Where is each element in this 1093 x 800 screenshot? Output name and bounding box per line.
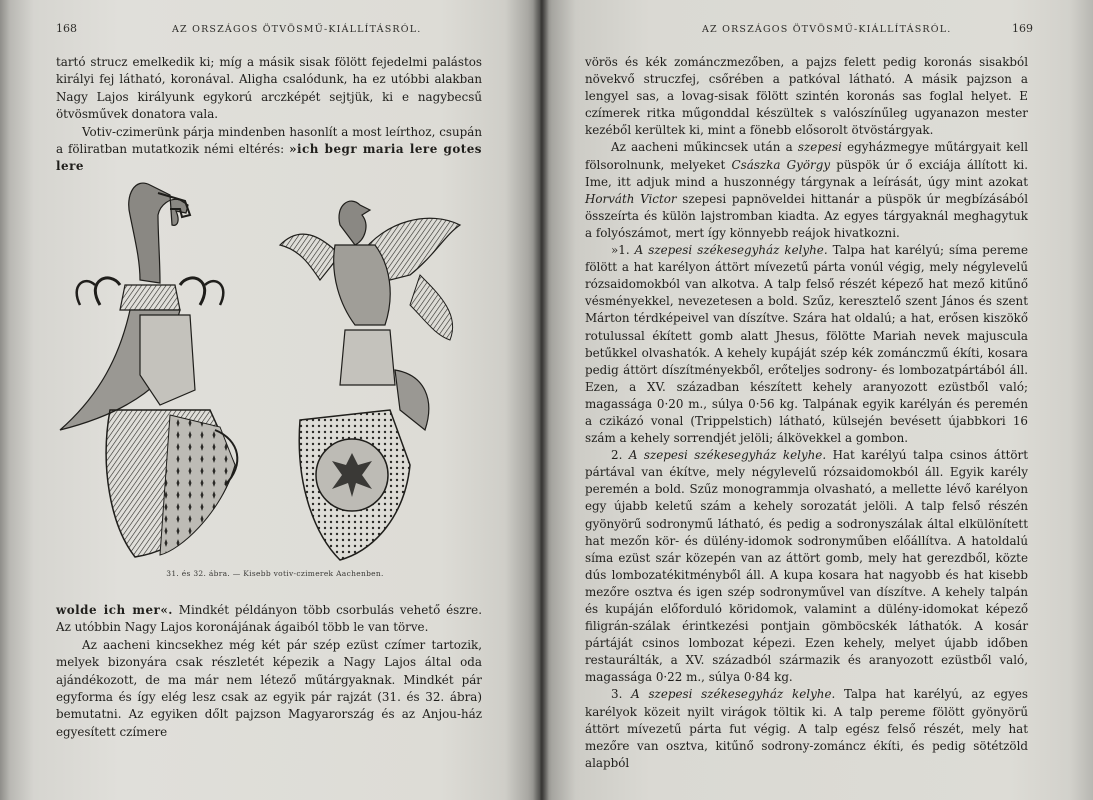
running-head-left: AZ ORSZÁGOS ÖTVÖSMŰ-KIÁLLÍTÁSRÓL. bbox=[172, 24, 422, 35]
coats-of-arms-illustration bbox=[40, 165, 510, 565]
figure-caption: 31. és 32. ábra. — Kisebb votiv-czimerek Aachenben. bbox=[166, 569, 384, 578]
paragraph-votiv: Votiv-czimerünk párja mindenben hasonlít a most leírthoz, csupán a föliratban mutatkozik némi eltérés: »ich begr maria lere gotes lere bbox=[56, 124, 482, 174]
book-gutter bbox=[533, 0, 549, 800]
left-text-top bbox=[56, 54, 482, 176]
page-number-right: 169 bbox=[1012, 22, 1033, 35]
left-page bbox=[0, 0, 540, 800]
right-page bbox=[540, 0, 1093, 800]
paragraph-after-figure: wolde ich mer«. Mindkét példányon több csorbulás vehető észre. Az utóbbin Nagy Lajos koronájának ágaiból több le van törve. bbox=[56, 603, 482, 635]
catalog-item-2: 2. A szepesi székesegyház kelyhe. Hat karélyú talpa csinos áttört pártával van ékítve, mely négylevelű rózsaidomokból áll. Egyik karély peremén a bold. Szűz monogrammja olvasható, a mellette lévő karélyon egy újabb keletű szám a kehely sorozatát jelöli. A talp felső részén gyönyörű sodronymű látható, és pedig a sodronyszálak által elkülönített hat mezőn kör- és dülény-idomok sodronyműben előállítva. A hatoldalú síma ezüst szár közepén van az áttört gomb, mely hat gerezdből, közte dús lombozatékitményből áll. A kupa kosara hat nagyobb és hat kisebb mezőre osztva és igen szép sodronyművel van díszítve. A kehely talpán és kupáján előforduló köridomok, valamint a dülény-idomokat képező filigrán-szálak érintkezési pontjain gömböcskék láthatók. A kosár pártáját csinos lombozat képezi. Ezen kehely, melyet újabb időben restaurálták, a XV. századból származik és aranyozott ezüstből való, magassága 0·22 m., súlya 0·84 kg. bbox=[585, 448, 1029, 685]
blackletter-inscription-end: wolde ich mer«. bbox=[56, 603, 173, 617]
catalog-item-3: 3. A szepesi székesegyház kelyhe. Talpa hat karélyú, az egyes karélyok közeit nyilt virágok töltik ki. A talp pereme fölött gyönyörű áttört mívezetű párta fut végig. A talp egész felső részét, mely hat mezőre van osztva, kitűnő sodrony-zománcz ékíti, és pedig sötétzöld alapból bbox=[585, 687, 1029, 770]
catalog-item-1: »1. A szepesi székesegyház kelyhe. Talpa hat karélyú; síma pereme fölött a hat karélyon áttört mívezetű párta vonúl végig, mely négylevelű rózsaidomokból van alkotva. A talp felső részét képező hat mező kitűnő vésményekkel, nevezetesen a bold. Szűz, keresztelő szent János és szent Márton térdképeivel van díszítve. Szára hat oldalú; a hat, erősen kiszökő rotulussal ékített gomb alatt Jhesus, fölötte Mariah nevek majuscula betűkkel olvashatók. A kehely kupáját szép kék zománczmű ékíti, kosara pedig áttört díszítményekből, erőteljes sodrony- és lombozatpártából áll. Ezen, a XV. században készített kehely aranyozott ezüstből való; magassága 0·20 m., súlya 0·56 kg. Talpának egyik karélyán és peremén a czikázó vonal (Trippelstich) látható, külsején bevésett újabbkori 16 szám a kehely sorrendjét jelöli; álkövekkel a gombon. bbox=[585, 243, 1028, 446]
running-head-right: AZ ORSZÁGOS ÖTVÖSMŰ-KIÁLLÍTÁSRÓL. bbox=[702, 24, 952, 35]
left-arms-drawing bbox=[60, 183, 237, 557]
right-text bbox=[585, 54, 1028, 772]
blackletter-inscription: »ich begr maria lere gotes lere bbox=[56, 142, 482, 174]
paragraph-arms-description: vörös és kék zománczmezőben, a pajzs felett pedig koronás sisakból növekvő struczfej, csőrében a patkóval látható. A másik pajzson a lengyel sas, a lovag-sisak fölött szintén koronás sas foglal helyet. E czímerek ritka műgonddal készültek s valószínűleg ugyanazon mester kezéből kerültek ki, mint a fönebb elősorolt ötvöstárgyak. bbox=[585, 55, 1028, 138]
right-arms-drawing bbox=[280, 201, 460, 560]
figure-coats-of-arms bbox=[40, 165, 510, 585]
page-number-left: 168 bbox=[56, 22, 77, 35]
paragraph-continuation: tartó strucz emelkedik ki; míg a másik sisak fölött fejedelmi palástos királyi fej látható, koronával. Aligha csalódunk, ha ez utóbbi alakban Nagy Lajos királyunk egykorú arczképét sejtjük, ki e nagybecsű ötvösművek donatora vala. bbox=[56, 55, 482, 122]
paragraph-szepes: Az aacheni műkincsek után a szepesi egyházmegye műtárgyait kell fölsorolnunk, melyeket Császka György püspök úr ő exciája állított ki. Ime, itt adjuk mind a huszonnégy tárgynak a leírását, úgy mint azokat Horváth Victor szepesi papnöveldei hittanár a püspök úr megbízásából összeírta és külön lajstromban kiadta. Az egyes tárgyaknál meghagytuk a folyószámot, mert így könnyebb reájok hivatkozni. bbox=[585, 140, 1029, 240]
left-text-bottom bbox=[56, 602, 482, 741]
paragraph-aachen: Az aacheni kincsekhez még két pár szép ezüst czímer tartozik, melyek bizonyára csak részletét képezik a Nagy Lajos által oda ajándékozott, de ma már nem létező műtárgyaknak. Mindkét pár egyforma és így elég lesz csak az egyik pár rajzát (31. és 32. ábra) bemutatni. Az egyiken dőlt pajzson Magyarország és az Anjou-ház egyesített czímere bbox=[56, 637, 482, 739]
